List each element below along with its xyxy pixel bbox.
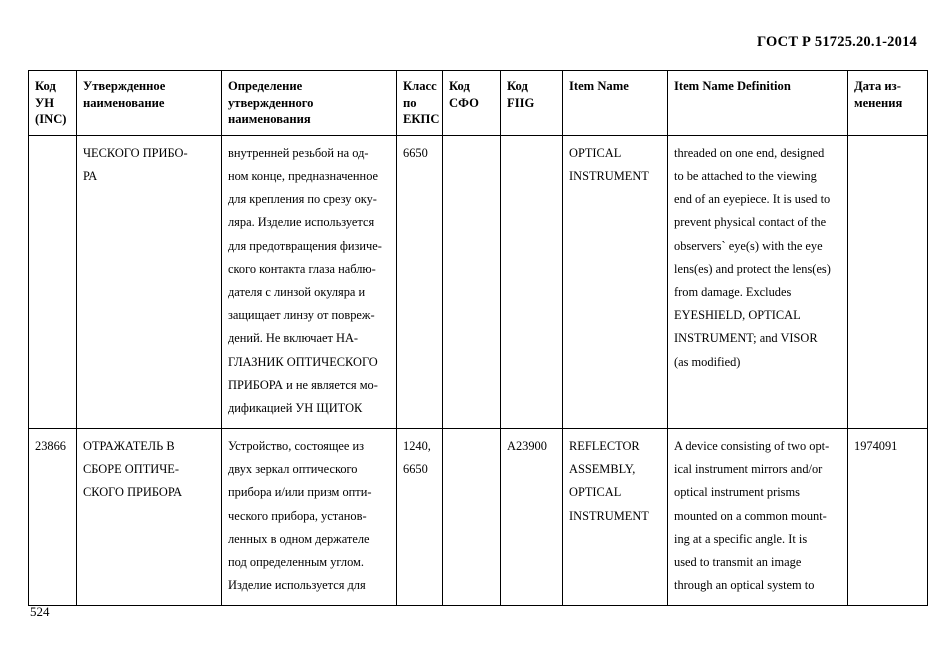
cell-sfo-code	[443, 429, 501, 606]
cell-fiig-code	[501, 429, 563, 606]
text-line: ASSEMBLY,	[569, 462, 636, 477]
cell-approved-name-definition	[222, 429, 397, 606]
header-line: Дата из-	[854, 79, 901, 93]
table-row	[29, 429, 928, 606]
text-line: optical instrument prisms	[674, 485, 800, 500]
header-line: Код	[507, 79, 528, 93]
header-line: Item Name Definition	[674, 79, 791, 93]
cell-lines	[83, 435, 215, 505]
text-line: ческого прибора, установ-	[228, 508, 367, 523]
cell-lines	[403, 142, 436, 165]
column-header-inc-code	[29, 71, 77, 136]
text-line: mounted on a common mount-	[674, 508, 827, 523]
text-line: OPTICAL	[569, 145, 622, 160]
text-line: дений. Не включает НА-	[228, 331, 359, 346]
text-line: INSTRUMENT	[569, 169, 649, 184]
header-line: (INC)	[35, 112, 67, 127]
header-lines	[569, 78, 661, 95]
cell-approved-name-definition	[222, 135, 397, 428]
text-line: ленных в одном держателе	[228, 531, 370, 546]
cell-ekps-class	[397, 429, 443, 606]
text-line: для крепления по срезу оку-	[228, 192, 377, 207]
cell-item-name	[563, 429, 668, 606]
text-line: ing at a specific angle. It is	[674, 531, 808, 546]
standard-terms-table	[28, 70, 928, 606]
cell-lines	[83, 142, 215, 188]
cell-fiig-code	[501, 135, 563, 428]
text-line: through an optical system to	[674, 578, 815, 593]
text-line: (as modified)	[674, 354, 741, 369]
cell-ekps-class	[397, 135, 443, 428]
header-lines	[854, 78, 921, 111]
text-line: Устройство, состоящее из	[228, 439, 365, 454]
page-number: 524	[30, 604, 50, 619]
header-line: по	[403, 95, 417, 110]
cell-item-name-definition	[668, 429, 848, 606]
header-line: ЕКПС	[403, 112, 440, 127]
cell-lines	[507, 435, 556, 458]
text-line: 6650	[403, 462, 428, 477]
cell-lines	[569, 435, 661, 528]
text-line: lens(es) and protect the lens(es)	[674, 261, 831, 276]
text-line: ical instrument mirrors and/or	[674, 462, 823, 477]
text-line: двух зеркал оптического	[228, 462, 358, 477]
cell-lines	[569, 142, 661, 188]
text-line: для предотвращения физиче-	[228, 238, 382, 253]
cell-approved-name	[77, 429, 222, 606]
header-lines	[507, 78, 556, 111]
text-line: prevent physical contact of the	[674, 215, 827, 230]
text-line: внутренней резьбой на од-	[228, 145, 369, 160]
text-line: 6650	[403, 145, 428, 160]
cell-change-date	[848, 429, 928, 606]
header-line: FIIG	[507, 95, 535, 110]
text-line: end of an eyepiece. It is used to	[674, 192, 831, 207]
cell-lines	[228, 142, 390, 420]
text-line: A23900	[507, 439, 547, 454]
text-line: from damage. Excludes	[674, 284, 792, 299]
column-header-approved-name-definition	[222, 71, 397, 136]
text-line: дификацией УН ЩИТОК	[228, 400, 363, 415]
text-line: ОТРАЖАТЕЛЬ В	[83, 439, 175, 454]
text-line: to be attached to the viewing	[674, 169, 817, 184]
text-line: INSTRUMENT; and VISOR	[674, 331, 818, 346]
text-line: 1974091	[854, 439, 898, 454]
text-line: OPTICAL	[569, 485, 622, 500]
cell-lines	[228, 435, 390, 597]
column-header-fiig-code	[501, 71, 563, 136]
text-line: ляра. Изделие используется	[228, 215, 375, 230]
cell-inc-code	[29, 135, 77, 428]
document-standard-header: ГОСТ Р 51725.20.1-2014	[756, 34, 917, 50]
text-line: A device consisting of two opt-	[674, 439, 830, 454]
header-line: СФО	[449, 95, 479, 110]
text-line: ПРИБОРА и не является мо-	[228, 377, 378, 392]
header-line: Класс	[403, 79, 437, 93]
cell-lines	[674, 142, 841, 374]
text-line: used to transmit an image	[674, 555, 802, 570]
cell-inc-code	[29, 429, 77, 606]
text-line: РА	[83, 169, 98, 184]
text-line: ЧЕСКОГО ПРИБО-	[83, 145, 188, 160]
header-lines	[449, 78, 494, 111]
text-line: дателя с линзой окуляра и	[228, 284, 366, 299]
header-line: УН	[35, 95, 55, 110]
cell-item-name	[563, 135, 668, 428]
table-row	[29, 135, 928, 428]
text-line: REFLECTOR	[569, 439, 640, 454]
text-line: 1240,	[403, 439, 431, 454]
text-line: ГЛАЗНИК ОПТИЧЕСКОГО	[228, 354, 378, 369]
column-header-sfo-code	[443, 71, 501, 136]
column-header-item-name	[563, 71, 668, 136]
cell-lines	[854, 435, 921, 458]
header-lines	[35, 78, 70, 128]
header-line: Item Name	[569, 79, 629, 93]
header-line: наименование	[83, 95, 165, 110]
column-header-ekps-class	[397, 71, 443, 136]
cell-approved-name	[77, 135, 222, 428]
text-line: Изделие используется для	[228, 578, 366, 593]
text-line: СБОРЕ ОПТИЧЕ-	[83, 462, 179, 477]
cell-lines	[35, 435, 70, 458]
header-lines	[83, 78, 215, 111]
column-header-item-name-definition	[668, 71, 848, 136]
cell-item-name-definition	[668, 135, 848, 428]
header-line: Код	[35, 79, 56, 93]
header-lines	[403, 78, 440, 128]
header-line: Код	[449, 79, 470, 93]
text-line: ского контакта глаза наблю-	[228, 261, 376, 276]
table-header-row	[29, 71, 928, 136]
cell-lines	[674, 435, 841, 597]
cell-change-date	[848, 135, 928, 428]
text-line: 23866	[35, 439, 66, 454]
cell-lines	[403, 435, 436, 481]
cell-sfo-code	[443, 135, 501, 428]
text-line: под определенным углом.	[228, 555, 364, 570]
column-header-change-date	[848, 71, 928, 136]
text-line: EYESHIELD, OPTICAL	[674, 308, 801, 323]
header-lines	[674, 78, 841, 95]
header-lines	[228, 78, 390, 128]
header-line: Определение	[228, 79, 303, 93]
text-line: защищает линзу от повреж-	[228, 308, 375, 323]
header-line: утвержденного	[228, 95, 314, 110]
text-line: threaded on one end, designed	[674, 145, 825, 160]
text-line: INSTRUMENT	[569, 508, 649, 523]
header-line: Утвержденное	[83, 79, 166, 93]
text-line: ном конце, предназначенное	[228, 169, 379, 184]
column-header-approved-name	[77, 71, 222, 136]
text-line: прибора и/или призм опти-	[228, 485, 372, 500]
text-line: СКОГО ПРИБОРА	[83, 485, 183, 500]
header-line: наименования	[228, 112, 311, 127]
header-line: менения	[854, 95, 903, 110]
text-line: observers` eye(s) with the eye	[674, 238, 823, 253]
